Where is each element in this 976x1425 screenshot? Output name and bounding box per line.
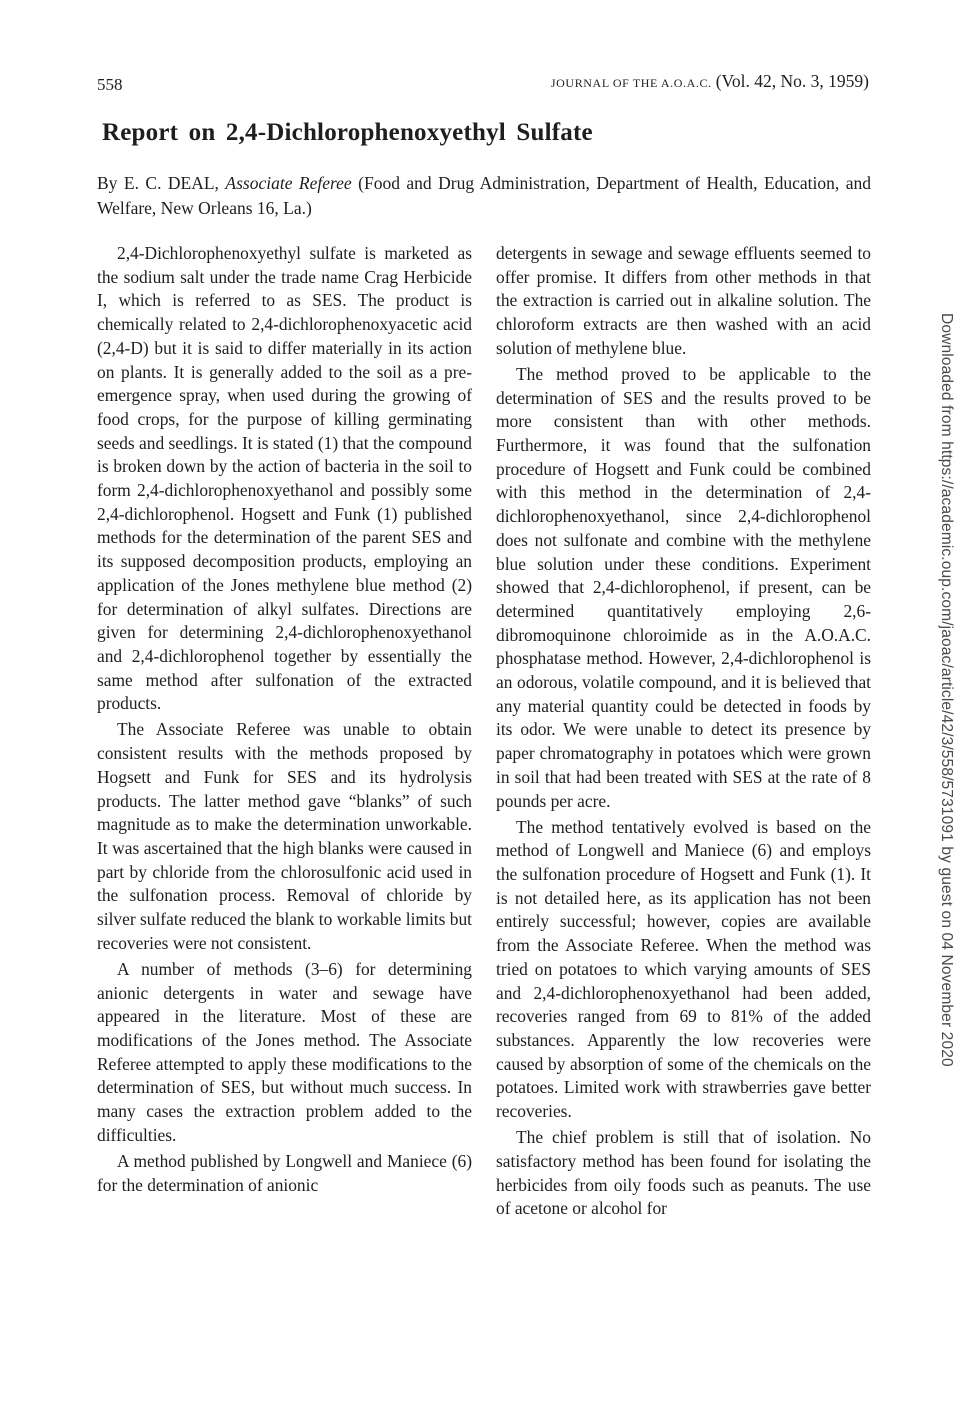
author: By E. C. DEAL, bbox=[97, 173, 219, 193]
paragraph: The chief problem is still that of isolation. No satisfactory method has been found for isolating the herbicides from oily foods such as peanuts. The use of acetone or alcohol for bbox=[496, 1127, 871, 1219]
journal-citation bbox=[488, 71, 869, 92]
paragraph: The Associate Referee was unable to obtain consistent results with the methods proposed by Hogsett and Funk for SES and its hydrolysis products. The latter method gave “blanks” of such magnitude as to make the determination unworkable. It was ascertained that the high blanks were caused in part by chloride from the chlorosulfonic acid used in the sulfonation process. Removal of chloride by silver sulfate reduced the blank to workable limits but recoveries were not consistent. bbox=[97, 719, 472, 953]
volume-info: (Vol. 42, No. 3, 1959) bbox=[715, 71, 869, 91]
paragraph: 2,4-Dichlorophenoxyethyl sulfate is marketed as the sodium salt under the trade name Crag Herbicide I, which is referred to as SES. The product is chemically related to 2,4-dichlorophenoxyacetic acid (2,4-D) but it is said to differ materially in its action on plants. It is generally added to the soil as a pre-emergence spray, when used during the growing of food crops, for the purpose of killing germinating seeds and seedlings. It is stated (1) that the compound is broken down by the action of bacteria in the soil to form 2,4-dichlorophenoxyethanol and possibly some 2,4-dichlorophenol. Hogsett and Funk (1) published methods for the determination of the parent SES and its supposed decomposition products, employing an application of the Jones methylene blue method (2) for determination of alkyl sulfates. Directions are given for determining 2,4-dichlorophenoxyethanol and 2,4-dichlorophenol together by essentially the same method after sulfonation of the extracted products. bbox=[97, 243, 472, 714]
page-number: 558 bbox=[97, 75, 123, 94]
author-role: Associate Referee bbox=[225, 173, 352, 193]
right-column bbox=[496, 242, 871, 1223]
paragraph-continuation: detergents in sewage and sewage effluents seemed to offer promise. It differs from other methods in that the extraction is carried out in alkaline solution. The chloroform extracts are then washed with an acid solution of methylene blue. bbox=[496, 243, 871, 358]
article-title: Report on 2,4-Dichlorophenoxyethyl Sulfate bbox=[102, 119, 593, 146]
download-watermark: Downloaded from https://academic.oup.com/jaoac/article/42/3/558/5731091 by guest on 04 November 2020 bbox=[938, 313, 955, 1067]
journal-name: JOURNAL OF THE A.O.A.C. bbox=[550, 76, 712, 90]
paragraph: The method tentatively evolved is based on the method of Longwell and Maniece (6) and employs the sulfonation procedure of Hogsett and Funk (1). It is not detailed here, as its application has not been entirely successful; however, copies are available from the Associate Referee. When the method was tried on potatoes to which varying amounts of SES and 2,4-dichlorophenoxyethanol had been added, recoveries ranged from 69 to 81% of the added substances. Apparently the low recoveries were caused by absorption of some of the chemicals on the potatoes. Limited work with strawberries gave better recoveries. bbox=[496, 816, 871, 1122]
left-column bbox=[97, 242, 472, 1200]
author-affiliation: (Food and Drug Administration, Department of Health, Education, and Welfare, New Orleans 16, La.) bbox=[97, 173, 871, 218]
paragraph: A number of methods (3–6) for determining anionic detergents in water and sewage have appeared in the literature. Most of these are modifications of the Jones method. The Associate Referee attempted to apply these modifications to the determination of SES, but without much success. In many cases the extraction problem added to the difficulties. bbox=[97, 958, 472, 1145]
byline bbox=[97, 171, 871, 221]
paragraph: A method published by Longwell and Maniece (6) for the determination of anionic bbox=[97, 1150, 472, 1195]
paragraph: The method proved to be applicable to the determination of SES and the results proved to be more consistent than with other methods. Furthermore, it was found that the sulfonation procedure of Hogsett and Funk could be combined with this method in the determination of 2,4-dichlorophenoxyethanol, since 2,4-dichlorophenol does not sulfonate and combine with the methylene blue solution under these conditions. Experiment showed that 2,4-dichlorophenol, if present, can be determined quantitatively employing 2,6-dibromoquinone chloroimide as in the A.O.A.C. phosphatase method. However, 2,4-dichlorophenol is an odorous, volatile compound, and it is believed that any material quantity could be detected in foods by its odor. We were unable to detect its presence by paper chromatography in potatoes which were grown in soil that had been treated with SES at the rate of 8 pounds per acre. bbox=[496, 363, 871, 811]
